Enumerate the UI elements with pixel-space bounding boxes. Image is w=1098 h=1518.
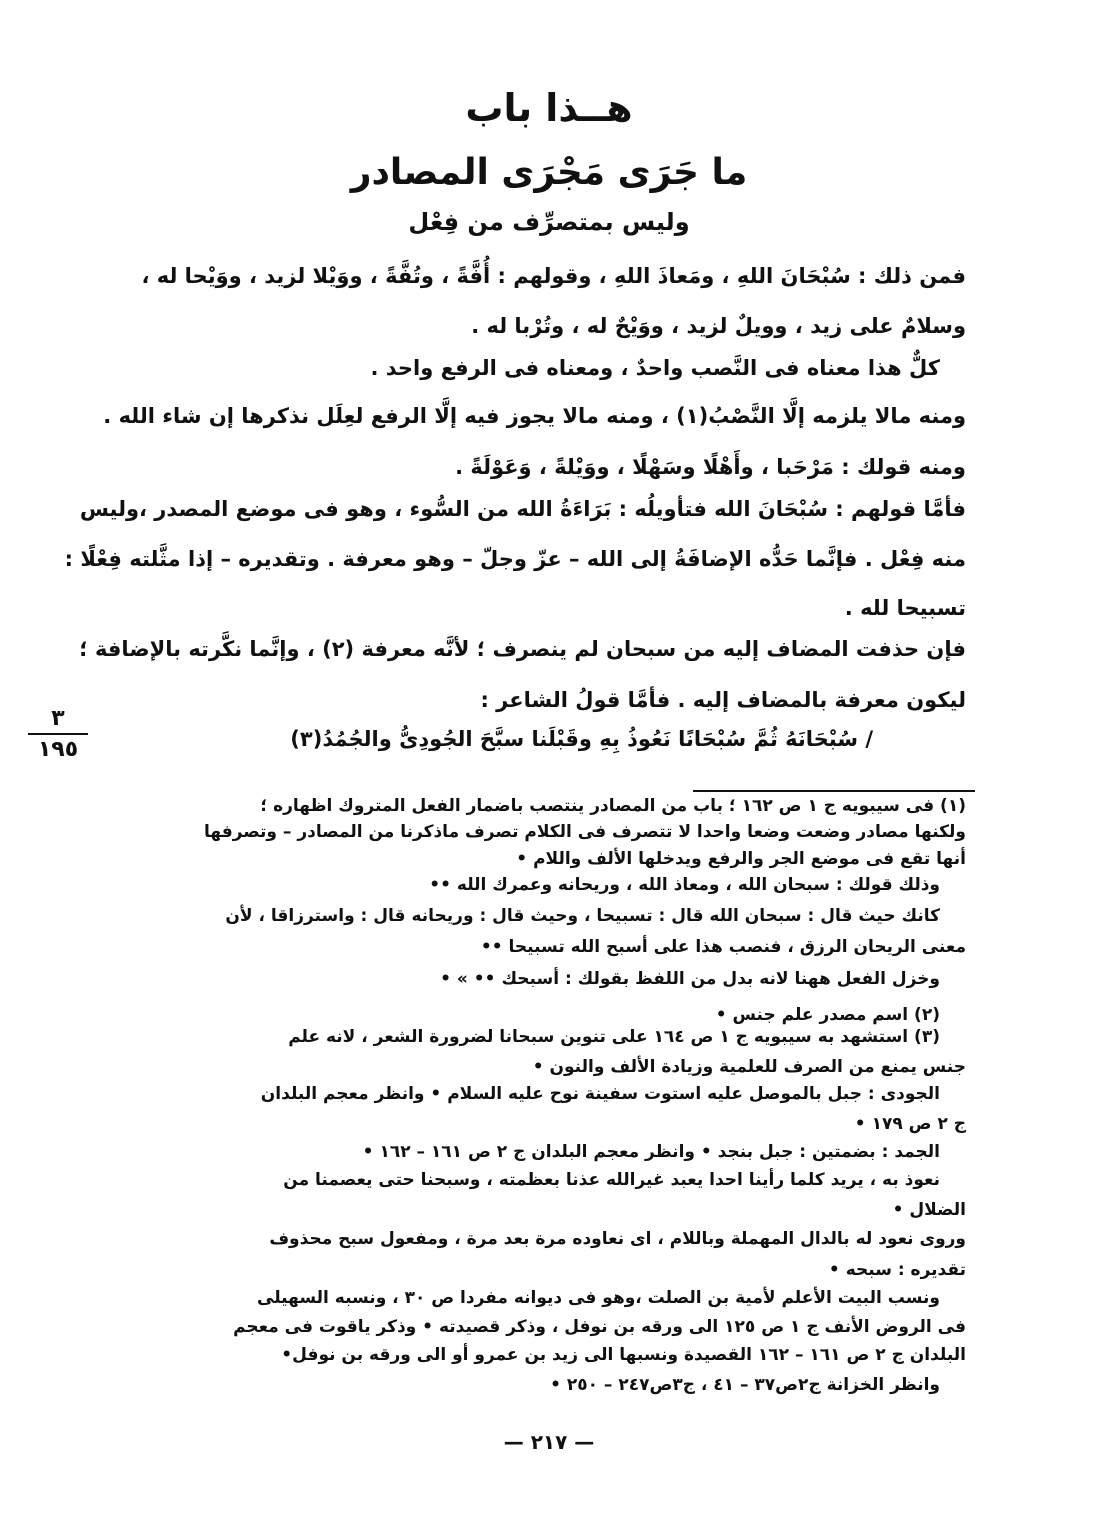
footnote-line: ج ٢ ص ١٧٩ • bbox=[854, 1114, 966, 1134]
footnote-line: جنس يمنع من الصرف للعلمية وزيادة الألف والنون • bbox=[532, 1057, 966, 1077]
footnote-line: الضلال • bbox=[892, 1200, 966, 1220]
footnote-line: معنى الريحان الرزق ، فنصب هذا على أسبح الله تسبيحا •• bbox=[480, 937, 966, 957]
footnote-line: وانظر الخزانة ج٢ص٣٧ – ٤١ ، ج٣ص٢٤٧ – ٢٥٠ • bbox=[550, 1375, 940, 1395]
footnote-line: (٣) استشهد به سيبويه ج ١ ص ١٦٤ على تنوين سبحانا لضرورة الشعر ، لانه علم bbox=[288, 1027, 940, 1047]
body-line: ومنه قولك : مَرْحَبا ، وأَهْلًا وسَهْلًا ، ووَيْلةً ، وَعَوْلَةً . bbox=[455, 455, 966, 479]
footnote-line: تقديره : سبحه • bbox=[828, 1260, 966, 1280]
body-line: تسبيحا لله . bbox=[844, 596, 966, 620]
body-line: ليكون معرفة بالمضاف إليه . فأمَّا قولُ الشاعر : bbox=[480, 688, 966, 712]
footnote-line: ولكنها مصادر وضعت وضعا واحدا لا تتصرف فى الكلام تصرف ماذكرنا من المصادر – وتصرفها bbox=[203, 822, 966, 842]
footnote-line: أنها تقع فى موضع الجر والرفع ويدخلها الألف واللام • bbox=[516, 849, 966, 869]
chapter-subtitle: وليس بمتصرِّف من فِعْل bbox=[408, 208, 690, 236]
chapter-heading: هــذا باب bbox=[465, 86, 633, 130]
footnote-line: وذلك قولك : سبحان الله ، ومعاذ الله ، وريحانه وعمرك الله •• bbox=[429, 875, 940, 895]
footnote-line: البلدان ج ٢ ص ١٦١ – ١٦٢ القصيدة ونسبها الى زيد بن عمرو أو الى ورقه بن نوفل• bbox=[281, 1345, 966, 1365]
footnote-line: كانك حيث قال : سبحان الله قال : تسبيحا ، وحيث قال : وريحانه قال : واسترزاقا ، لأن bbox=[225, 906, 940, 926]
page-number: — ٢١٧ — bbox=[503, 1430, 595, 1454]
footnote-separator bbox=[693, 790, 975, 792]
footnote-line: ونسب البيت الأعلم لأمية بن الصلت ،وهو فى ديوانه مفردا ص ٣٠ ، ونسبه السهيلى bbox=[257, 1288, 940, 1308]
body-line: فأمَّا قولهم : سُبْحَانَ الله فتأويلُه : بَرَاءَةُ الله من السُّوء ، وهو فى موضع المصدر ،وليس bbox=[79, 497, 966, 521]
margin-rule bbox=[28, 733, 88, 735]
footnote-line: فى الروض الأنف ج ١ ص ١٢٥ الى ورقه بن نوفل ، وذكر قصيدته • وذكر ياقوت فى معجم bbox=[233, 1317, 966, 1337]
margin-reference bbox=[28, 706, 88, 762]
footnote-line: نعوذ به ، يريد كلما رأينا احدا يعبد غيرالله عذنا بعظمته ، وسبحنا حتى يعصمنا من bbox=[283, 1170, 940, 1190]
footnote-line: الجودى : جبل بالموصل عليه استوت سفينة نوح عليه السلام • وانظر معجم البلدان bbox=[260, 1084, 940, 1104]
footnote-line: وروى نعود له بالدال المهملة وباللام ، اى نعاوده مرة بعد مرة ، ومفعول سبح محذوف bbox=[269, 1229, 966, 1249]
footnote-line: (١) فى سيبويه ج ١ ص ١٦٢ ؛ باب من المصادر ينتصب باضمار الفعل المتروك اظهاره ؛ bbox=[260, 796, 966, 816]
body-line: ومنه مالا يلزمه إلَّا النَّصْبُ(١) ، ومنه مالا يجوز فيه إلَّا الرفع لعِلَل نذكرها إن شاء الله . bbox=[103, 404, 966, 428]
poem-verse: / سُبْحَانَهُ ثُمَّ سُبْحَانًا نَعُوذُ بِهِ وقَبْلَنا سبَّحَ الجُودِىُّ والجُمُدُ(٣) bbox=[290, 727, 873, 751]
footnote-line: وخزل الفعل ههنا لانه بدل من اللفظ بقولك : أسبحك •• » • bbox=[440, 969, 940, 989]
footnote-line: (٢) اسم مصدر علم جنس • bbox=[715, 1005, 940, 1025]
margin-reference-top: ٣ bbox=[51, 706, 65, 731]
body-line: منه فِعْل . فإنَّما حَدُّه الإضافَةُ إلى الله – عزّ وجلّ – وهو معرفة . وتقديره – إذا مثَّلته فِعْلًا : bbox=[64, 547, 966, 571]
body-line: فمن ذلك : سُبْحَانَ اللهِ ، ومَعاذَ اللهِ ، وقولهم : أُفَّةً ، وتُفَّةً ، ووَيْلا لزيد ، ووَيْحا له ، bbox=[141, 264, 966, 288]
footnote-line: الجمد : بضمتين : جبل بنجد • وانظر معجم البلدان ج ٢ ص ١٦١ – ١٦٢ • bbox=[362, 1142, 940, 1162]
body-line: وسلامٌ على زيد ، وويلٌ لزيد ، ووَيْحٌ له ، وتُرْبا له . bbox=[471, 314, 966, 338]
margin-reference-bottom: ١٩٥ bbox=[37, 737, 79, 762]
body-line: كلٌّ هذا معناه فى النَّصب واحدٌ ، ومعناه فى الرفع واحد . bbox=[370, 356, 940, 380]
body-line: فإن حذفت المضاف إليه من سبحان لم ينصرف ؛ لأنَّه معرفة (٢) ، وإنَّما نكَّرته بالإضافة ؛ bbox=[79, 637, 966, 661]
chapter-title: ما جَرَى مَجْرَى المصادر bbox=[350, 152, 748, 193]
